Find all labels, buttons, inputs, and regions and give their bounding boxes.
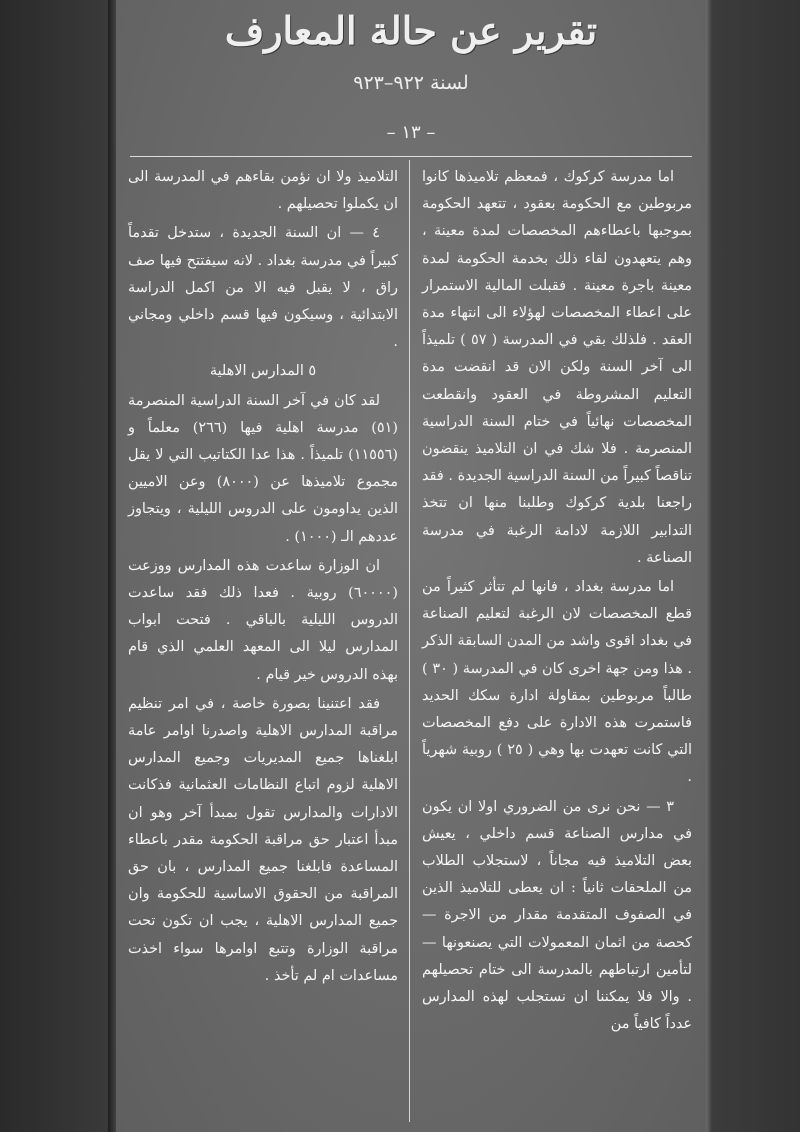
paragraph-baghdad-school: اما مدرسة بغداد ، فانها لم تتأثر كثيراً من قطع المخصصات لان الرغبة لتعليم الصناعة في بغداد اقوى واشد من المدن السابقة الذكر . هذا ومن جهة اخرى كان في المدرسة ( ٣٠ ) طالباً مربوطين بمقاولة ادارة سكك الحديد فاستمرت هذه الادارة على دفع المخصصات التي كانت تعهدت بها وهي ( ٢٥ ) روبية شهرياً .	[422, 579, 692, 786]
left-column	[128, 164, 398, 992]
report-year: لسنة ٩٢٢–٩٢٣	[353, 72, 469, 94]
paragraph-point-3: ٣ — نحن نرى من الضروري اولا ان يكون في مدارس الصناعة قسم داخلي ، يعيش بعض التلاميذ فيه مجاناً ، لاستجلاب الطلاب من الملحقات ثانياً : ان يعطى للتلاميذ الذين في الصفوف المتقدمة مقدار من الاجرة — كحصة من اثمان المعمولات التي يصنعونها — لتأمين ارتباطهم بالمدرسة الى ختام تحصيلهم . والا فلا يمكننا ان نستجلب لهذه المدارس عدداً كافياً من	[422, 798, 692, 1033]
paragraph-continuation: التلاميذ ولا ان نؤمن بقاءهم في المدرسة الى ان يكملوا تحصيلهم .	[128, 169, 398, 213]
right-column	[422, 164, 692, 1041]
paragraph-point-4: ٤ — ان السنة الجديدة ، ستدخل تقدماً كبيراً في مدرسة بغداد . لانه سيفتتح فيها صف راق ، لا يقبل فيه الا من اكمل الدراسة الابتدائية ، وسيكون فيها قسم داخلي ومجاني .	[128, 225, 398, 351]
paragraph-ministry-aid: ان الوزارة ساعدت هذه المدارس ووزعت (٦٠٠٠٠) روبية . فعدا ذلك فقد ساعدت الدروس الليلية بالباقي . فتحت ابواب المدارس ليلا الى المعهد العلمي الذي قام بهذه الدروس خير قيام .	[128, 557, 398, 683]
document-page	[116, 0, 706, 1132]
page-number: – ١٣ –	[386, 122, 436, 143]
paragraph-private-schools-stats: لقد كان في آخر السنة الدراسية المنصرمة (٥١) مدرسة اهلية فيها (٢٦٦) معلماً و (١١٥٥٦) تلميذاً . هذا عدا الكتاتيب التي لا يقل مجموع تلاميذها عن (٨٠٠٠) وعن الاميين الذين يداومون على الدروس الليلية ، ويتجاوز عددهم الـ (١٠٠٠) .	[128, 392, 398, 545]
header-rule	[130, 156, 692, 157]
section-heading-private-schools: ٥ المدارس الاهلية	[209, 363, 317, 380]
column-divider	[409, 160, 410, 1122]
paragraph-supervision: فقد اعتنينا بصورة خاصة ، في امر تنظيم مراقبة المدارس الاهلية واصدرنا اوامر عامة ابلغناها جميع المديريات وجميع المدارس الاهلية لزوم اتباع النظامات العثمانية فذكانت الادارات والمدارس تقول بمبدأ آخر وهو ان مبدأ اعتبار حق مراقبة الحكومة مقدر باعطاء المساعدة فابلغنا جميع المدارس ، بان حق المراقبة من الحقوق الاساسية للحكومة وان جميع المدارس الاهلية ، يجب ان تكون تحت مراقبة الوزارة وتتبع اوامرها سواء اخذت مساعدات ام لم تأخذ .	[128, 695, 398, 984]
report-title: تقرير عن حالة المعارف	[224, 8, 598, 53]
paragraph-kirkuk-school: اما مدرسة كركوك ، فمعظم تلاميذها كانوا مربوطين مع الحكومة بعقود ، تتعهد الحكومة بموجبها باعطاءهم المخصصات لمدة معينة ، وهم يتعهدون لقاء ذلك بخدمة الحكومة لمدة معينة باجرة معينة . فقبلت المالية الاستمرار على اعطاء المخصصات لهؤلاء الى انتهاء مدة العقد . فلذلك بقي في المدرسة ( ٥٧ ) تلميذاً الى آخر السنة ولكن الان قد انقضت مدة التعليم المشروطة في العقود وانقطعت المخصصات نهائياً في ختام السنة الدراسية المنصرمة . فلا شك في ان التلاميذ ينقضون تناقصاً كبيراً من السنة الدراسية الجديدة . فقد راجعنا بلدية كركوك وطلبنا منها ان تتخذ التدابير اللازمة لادامة الرغبة في مدرسة الصناعة .	[422, 169, 692, 566]
